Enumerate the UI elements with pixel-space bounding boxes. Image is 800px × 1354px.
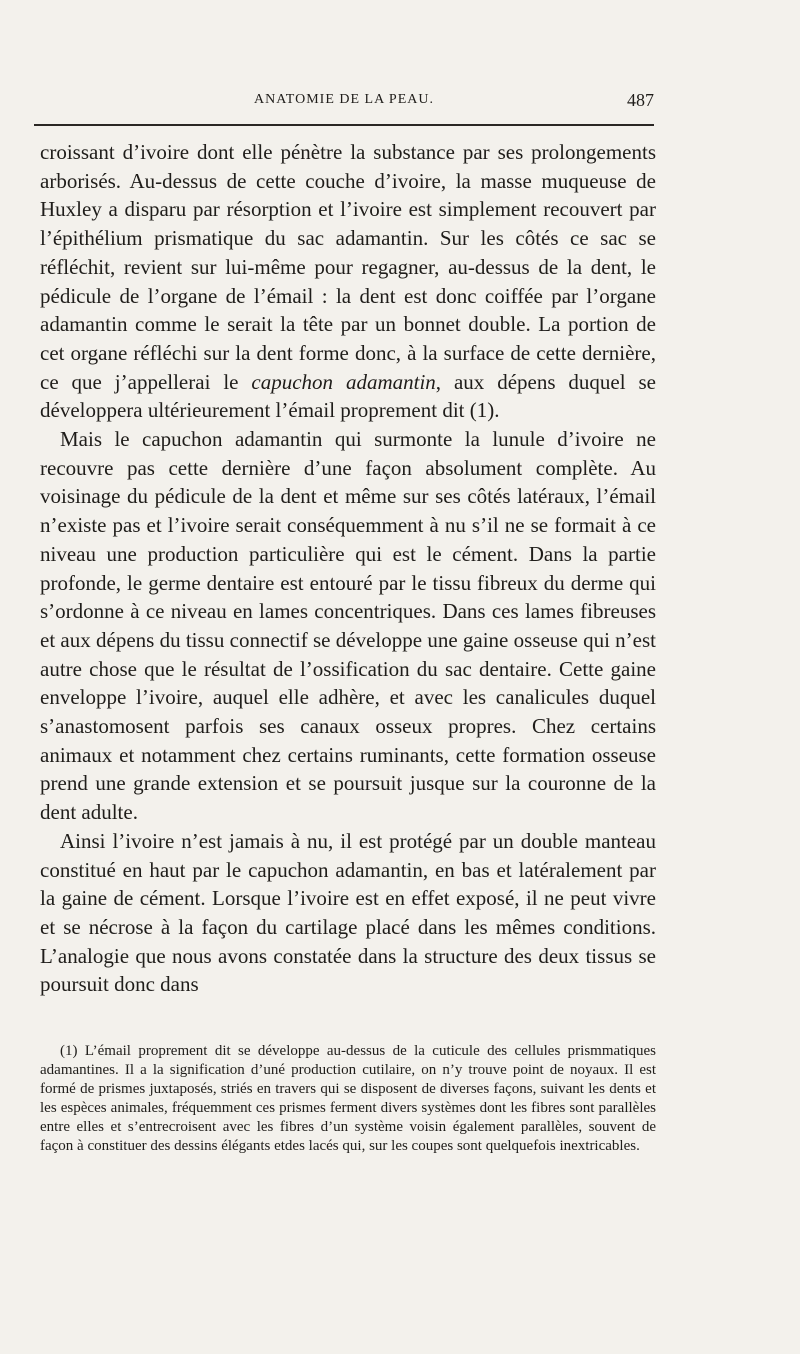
paragraph-3: Ainsi l’ivoire n’est jamais à nu, il est protégé par un double manteau constitué en haut par le capuchon adamantin, en bas et latéralement par la gaine de cément. Lorsque l’ivoire est en effet exposé, il ne peut vivre et se nécrose à la façon du cartilage placé dans les mêmes conditions. L’analogie que nous avons constatée dans la structure des deux tissus se poursuit donc dans	[40, 828, 656, 997]
footnote	[40, 1042, 656, 1156]
paragraph-2: Mais le capuchon adamantin qui surmonte la lunule d’ivoire ne recouvre pas cette dernière d’une façon absolument complète. Au voisinage du pédicule de la dent et même sur ses côtés latéraux, l’émail n’existe pas et l’ivoire serait conséquemment à nu s’il ne se formait à ce niveau une production particulière qui est le cément. Dans la partie profonde, le germe dentaire est entouré par le tissu fibreux du derme qui s’ordonne à ce niveau en lames concentriques. Dans ces lames fibreuses et aux dépens du tissu connectif se développe une gaine osseuse qui n’est autre chose que le résultat de l’ossification du sac dentaire. Cette gaine enveloppe l’ivoire, auquel elle adhère, et avec les canalicules duquel s’anastomosent parfois ses canaux osseux propres. Chez certains animaux et notamment chez certains ruminants, cette formation osseuse prend une grande extension et se poursuit jusque sur la couronne de la dent adulte.	[40, 427, 656, 825]
paragraph-1	[40, 138, 656, 425]
footnote-text: (1) L’émail proprement dit se développe au-dessus de la cuticule des cellules prismmatiques adamantines. Il a la signification d’uné production cutilaire, on n’y trouve point de noyaux. Il est formé de prismes juxtaposés, striés en travers qui se disposent de diverses façons, suivant les dents et les espèces animales, fréquemment ces prismes ferment divers systèmes dont les fibres sont parallèles entre elles et s’entrecroisent avec les fibres d’un système voisin également parallèles, souvent de façon à constituer des dessins élégants etdes lacés qui, sur les coupes sont quelquefois inextricables.	[40, 1043, 656, 1154]
page-number: 487	[627, 90, 654, 110]
italic-term: capuchon adamantin	[251, 369, 436, 394]
running-head: ANATOMIE DE LA PEAU.	[254, 92, 434, 107]
page-header	[34, 92, 654, 114]
main-text	[40, 138, 656, 999]
header-rule	[34, 124, 654, 126]
paragraph-1-part-b: , aux dépens duquel se développera ultérieurement l’émail proprement dit (1).	[40, 369, 656, 423]
paragraph-1-part-a: croissant d’ivoire dont elle pénètre la substance par ses prolongements arborisés. Au-dessus de cette couche d’ivoire, la masse muqueuse de Huxley a disparu par résorption et l’ivoire est simplement recouvert par l’épithélium prismatique du sac adamantin. Sur les côtés ce sac se réfléchit, revient sur lui-même pour regagner, au-dessus de la dent, le pédicule de l’organe de l’émail : la dent est donc coiffée par l’organe adamantin comme le serait la tête par un bonnet double. La portion de cet organe réfléchi sur la dent forme donc, à la surface de cette dernière, ce que j’appellerai le	[40, 140, 656, 394]
